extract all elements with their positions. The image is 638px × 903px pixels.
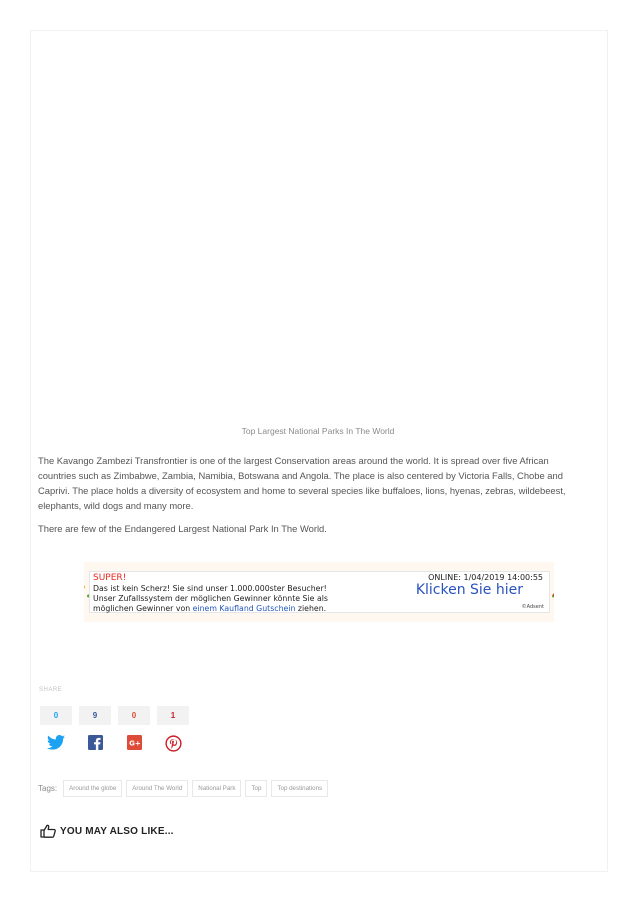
share-count: 1 (157, 706, 189, 725)
pinterest-icon[interactable] (165, 735, 182, 752)
tag-link[interactable]: National Park (192, 780, 241, 797)
facebook-icon[interactable] (88, 735, 103, 750)
image-caption: Top Largest National Parks In The World (241, 426, 395, 436)
article-paragraph: There are few of the Endangered Largest National Park In The World. (38, 523, 327, 534)
ad-click-here-button[interactable]: Klicken Sie hier (415, 582, 523, 598)
share-count: 0 (40, 706, 72, 725)
share-count: 9 (79, 706, 111, 725)
share-google-plus[interactable] (118, 706, 150, 750)
ad-text-line (93, 604, 326, 613)
share-pinterest[interactable] (157, 706, 189, 752)
paragraph-line: elephants, wild dogs and many more. (38, 500, 194, 511)
twitter-icon[interactable] (47, 735, 65, 750)
related-heading-text: YOU MAY ALSO LIKE... (60, 825, 174, 837)
ad-title: SUPER! (93, 573, 127, 583)
ad-text-prefix: möglichen Gewinner von (93, 604, 191, 613)
related-heading (40, 824, 174, 838)
article-image-placeholder (38, 40, 598, 420)
ad-brand-mark: ©Adsent (521, 604, 544, 610)
paragraph-line: countries such as Zimbabwe, Zambia, Namibia, Botswana and Angola. The place is also centered by Victoria Falls, Chobe and (38, 470, 563, 481)
thumbs-up-icon (40, 824, 56, 838)
paragraph-line: The Kavango Zambezi Transfrontier is one of the largest Conservation areas around the world. It is spread over five African (38, 455, 549, 466)
tags-row (38, 780, 332, 797)
google-plus-icon[interactable] (127, 735, 142, 750)
svg-text:G+: G+ (128, 738, 141, 748)
tag-link[interactable]: Top (245, 780, 267, 797)
tag-link[interactable]: Top destinations (271, 780, 328, 797)
tags-label: Tags: (38, 784, 58, 793)
ad-text-line: Unser Zufallssystem der möglichen Gewinner könnte Sie als (93, 594, 328, 603)
ad-banner[interactable] (84, 562, 554, 622)
article-paragraph (38, 453, 583, 513)
paragraph-line: Caprivi. The place holds a diversity of ecosystem and home to several species like buffaloes, lions, hyenas, zebras, wildebeest, (38, 485, 566, 496)
share-twitter[interactable] (40, 706, 72, 750)
ad-text-line: Das ist kein Scherz! Sie sind unser 1.000.000ster Besucher! (93, 584, 327, 593)
share-label: SHARE (39, 687, 63, 693)
ad-content[interactable] (89, 571, 550, 613)
ad-voucher-link[interactable]: einem Kaufland Gutschein (192, 604, 296, 613)
tag-link[interactable]: Around The World (126, 780, 188, 797)
ad-text-suffix: ziehen. (297, 604, 327, 613)
share-count: 0 (118, 706, 150, 725)
share-facebook[interactable] (79, 706, 111, 750)
ad-online-timestamp: ONLINE: 1/04/2019 14:00:55 (428, 573, 543, 582)
tag-link[interactable]: Around the globe (63, 780, 122, 797)
